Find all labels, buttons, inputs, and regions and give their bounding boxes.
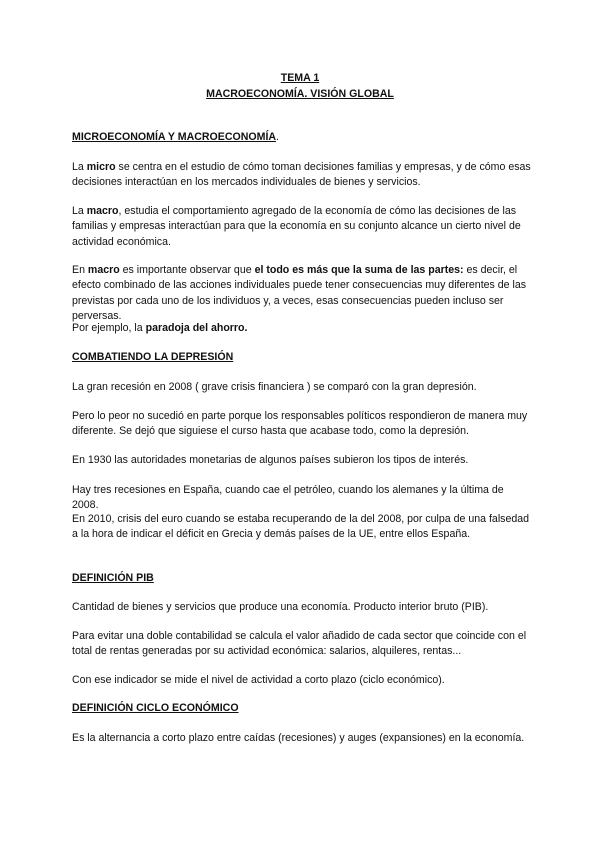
paragraph-macro: La macro, estudia el comportamiento agregado de la economía de cómo las decisiones de las familias y empresas interactúan para que la economía en su conjunto alcance un cierto nivel de actividad económica.: [72, 205, 521, 248]
paragraph-ciclo-definicion: Es la alternancia a corto plazo entre caídas (recesiones) y auges (expansiones) en la economía.: [72, 732, 525, 744]
document-title-line1: TEMA 1: [280, 72, 320, 84]
paragraph-tres-recesiones: Hay tres recesiones en España, cuando cae el petróleo, cuando los alemanes y la última de 2008.: [72, 484, 504, 512]
section-heading-pib: DEFINICIÓN PIB: [72, 572, 154, 584]
section-heading-micro-macro: [72, 131, 279, 143]
section-heading-micro-macro-text: MICROECONOMÍA Y MACROECONOMÍA: [72, 131, 277, 143]
paragraph-paradoja: Por ejemplo, la paradoja del ahorro.: [72, 322, 248, 334]
paragraph-micro: La micro se centra en el estudio de cómo toman decisiones familias y empresas, y de cómo esas decisiones interactúan en los mercados individuales de bienes y servicios.: [72, 161, 531, 189]
section-heading-depresion: COMBATIENDO LA DEPRESIÓN: [72, 351, 234, 363]
paragraph-pib-definicion: Cantidad de bienes y servicios que produce una economía. Producto interior bruto (PIB).: [72, 601, 489, 613]
section-heading-suffix: .: [276, 131, 279, 143]
paragraph-pib-indicador: Con ese indicador se mide el nivel de actividad a corto plazo (ciclo económico).: [72, 674, 445, 686]
paragraph-1930: En 1930 las autoridades monetarias de algunos países subieron los tipos de interés.: [72, 454, 469, 466]
paragraph-lo-peor: Pero lo peor no sucedió en parte porque los responsables políticos respondieron de manera muy diferente. Se dejó que siguiese el curso hasta que acabase todo, como la depresión.: [72, 410, 528, 438]
paragraph-crisis-euro: En 2010, crisis del euro cuando se estaba recuperando de la del 2008, por culpa de una falsedad a la hora de indicar el déficit en Grecia y demás países de la UE, entre ellos España.: [72, 513, 530, 541]
paragraph-macro-todo: En macro es importante observar que el todo es más que la suma de las partes: es decir, el efecto combinado de las acciones individuales puede tener consecuencias muy diferentes de las previstas por cada uno de los individuos y, a veces, esas consecuencias pueden incluso ser perversas.: [72, 264, 527, 323]
paragraph-gran-recesion: La gran recesión en 2008 ( grave crisis financiera ) se comparó con la gran depresión.: [72, 381, 477, 393]
document-title-line2: MACROECONOMÍA. VISIÓN GLOBAL: [206, 88, 394, 100]
paragraph-pib-valor-anadido: Para evitar una doble contabilidad se calcula el valor añadido de cada sector que coincide con el total de rentas generadas por su actividad económica: salarios, alquileres, rentas...: [72, 630, 527, 658]
section-heading-ciclo: DEFINICIÓN CICLO ECONÓMICO: [72, 702, 239, 714]
